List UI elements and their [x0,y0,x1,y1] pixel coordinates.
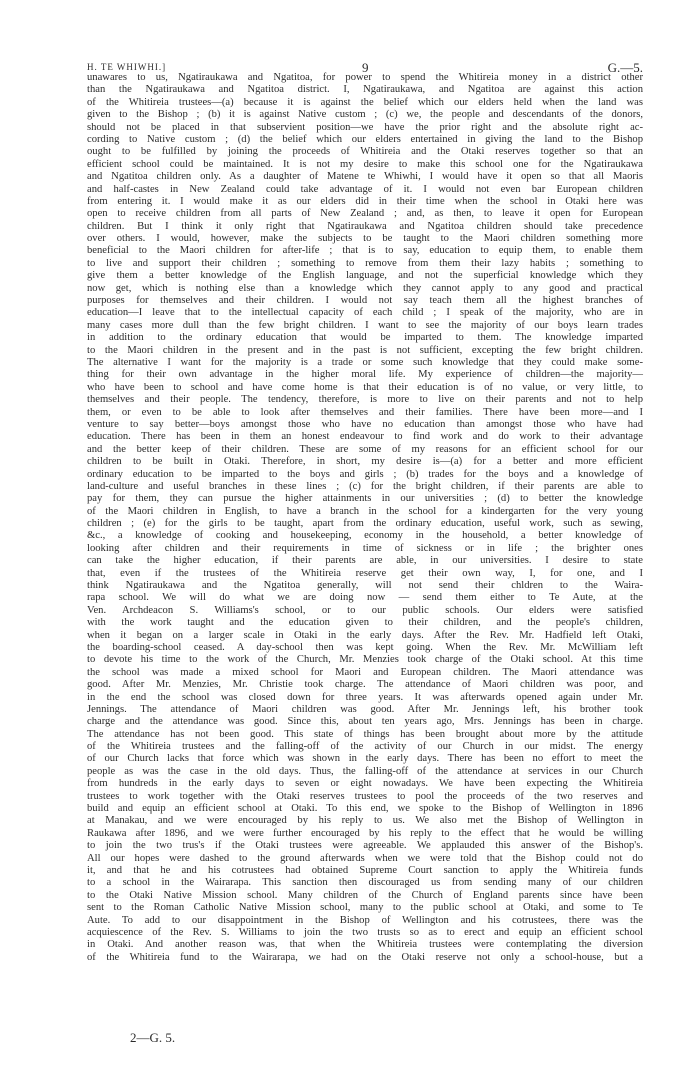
text-line: children. But I think it only right that Ngatiraukawa and Ngatitoa children should take precedence [87,220,643,232]
text-line: All our hopes were dashed to the ground afterwards when we were told that the Bishop could not do [87,852,643,864]
text-line: that, even if the trustees of the Whitireia reserve get their own way, I, for one, and I [87,567,643,579]
text-line: of the Whitireia fund to the Wairarapa, we had on the Otaki reserve not only a school-house, but a [87,951,643,963]
text-line: and Ngatitoa children only. As a daughter of Matene te Whiwhi, I would have it open so that all Maoris [87,171,643,183]
text-line: beneficial to the Maori children for after-life ; that is to say, education to equip them, to enable them [87,245,643,257]
document-reference: G.—5. [607,60,643,75]
text-line: children to be built in Otaki. Therefore, in short, my desire is—(a) for a better and more efficient [87,456,643,468]
text-line: purposes for themselves and their children. I would not say teach them all the highest branches of [87,295,643,307]
text-line: with the work taught and the education given to their children, and the people's children, [87,617,643,629]
text-line: The alternative I want for the majority is a trade or some such knowledge that they could make some- [87,356,643,368]
text-line: can take the higher education, if their parents are able, in our universities. I desire to state [87,555,643,567]
text-line: the boarding-school ceased. A day-school then was kept going. When the Rev. Mr. McWilliam left [87,641,643,653]
text-line: open to receive children from all parts of New Zealand ; and, as then, to leave it open for European [87,208,643,220]
text-line: and the better keep of their children. These are some of my reasons for an efficient school for our [87,443,643,455]
text-line: &c., a knowledge of cooking and housekeeping, economy in the household, a better knowledge of [87,530,643,542]
text-line: ought to be fulfilled by joining the proceeds of Whitireia and the Otaki reserves together so that an [87,146,643,158]
text-line: good. After Mr. Menzies, Mr. Christie took charge. The attendance of Maori children was poor, and [87,679,643,691]
text-line: trustees to work together with the Otaki reserves trustees to pool the proceeds of the two reserves and [87,790,643,802]
text-line: to the Otaki Native Mission school. Many children of the Church of England parents since have been [87,889,643,901]
text-line: to the Maori children in the present and in the past is not sufficient, excepting the few bright children. [87,344,643,356]
text-line: thing for their own advantage in the higher moral life. My experience of children—the majority— [87,369,643,381]
text-line: over others. I would, however, make the subjects to be taught to the Maori children something more [87,233,643,245]
text-line: and half-castes in New Zealand could take advantage of it. I would not even bar European children [87,183,643,195]
text-line: Raukawa after 1896, and we were further encouraged by his reply to the effect that he would be willing [87,827,643,839]
text-line: acquiescence of the Rev. S. Williams to join the two trusts so as to erect and equip an efficient school [87,926,643,938]
text-line: when it began on a larger scale in Otaki in the early days. After the Rev. Mr. Hadfield left Otaki, [87,629,643,641]
text-line: efficient school could be maintained. It is not my desire to make this school one for the Ngatiraukawa [87,158,643,170]
text-line: now get, which is nothing else than a knowledge which they cannot apply to any good and practical [87,282,643,294]
text-line: in the end the school was closed down for three years. It was afterwards opened again under Mr. [87,691,643,703]
text-line: of the Whitireia trustees—(a) because it is against the belief which our elders held when the land was [87,96,643,108]
text-line: education. There has been in them an honest endeavour to find work and do work to their advantage [87,431,643,443]
text-line: sent to the Roman Catholic Native Mission school, many to the public school at Otaki, and some to Te [87,902,643,914]
text-line: to live and support their children ; something to remove from them their lazy habits ; something to [87,257,643,269]
text-line: than the Ngatiraukawa and Ngatitoa district. I, Ngatiraukawa, and Ngatitoa are against this action [87,84,643,96]
text-line: children ; (e) for the girls to be taught, apart from the ordinary education, useful work, such as sewing, [87,518,643,530]
text-line: cording to Native custom ; (d) the belief which our elders entertained in giving the land to the Bishop [87,133,643,145]
text-line: in Otaki. And another reason was, that when the Whitireia trustees were contemplating the diversion [87,939,643,951]
text-line: looking after children and their requirements in time of sickness or in life ; the brighter ones [87,542,643,554]
text-line: Aute. To add to our disappointment in the Bishop of Wellington and his cotrustees, there was the [87,914,643,926]
text-line: education—I leave that to the intellectual capacity of each child ; I speak of the majority, who are in [87,307,643,319]
text-line: venture to say better—boys amongst those who have no education than amongst those who have had [87,418,643,430]
text-line: in addition to the ordinary education that would be imparted to them. The knowledge imparted [87,332,643,344]
text-line: of the Maori children in English, to have a branch in the school for a kindergarten for the very young [87,505,643,517]
text-line: at Manakau, and we were encouraged by his reply to us. We also met the Bishop of Wellington in [87,815,643,827]
text-line: charge and the attendance was good. Since this, about ten years ago, Mrs. Jennings has been in charge. [87,716,643,728]
text-line: should not be placed in that subservient position—we have the prior right and the absolute right ac- [87,121,643,133]
text-line: to join the two trus's if the Otaki trustees were agreeable. We applauded this answer of the Bishop's. [87,840,643,852]
text-line: from hundreds in the early days to seven or eight nowadays. We have been expecting the Whitireia [87,778,643,790]
text-line: land-culture and useful branches in these lines ; (c) for the bright children, if their parents are able to [87,480,643,492]
text-line: of our Church lacks that force which was shown in the early days. There has been no effort to meet the [87,753,643,765]
text-line: pay for them, they can pursue the higher attainments in our universities ; (d) to better the knowledge [87,493,643,505]
text-line: Jennings. The attendance of Maori children was good. After Mr. Jennings left, his brother took [87,703,643,715]
text-line: from entering it. I would make it as our elders did in their time when the school in Otaki here was [87,195,643,207]
text-line: ordinary education to be imparted to the boys and girls ; (b) trades for the boys and a knowledge of [87,468,643,480]
text-line: think Ngatiraukawa and the Ngatitoa generally, will not send their chldren to the Waira- [87,580,643,592]
body-text [87,72,643,964]
text-line: unawares to us, Ngatiraukawa and Ngatitoa, for power to spend the Whitireia money in a district other [87,72,643,83]
text-line: Ven. Archdeacon S. Williams's school, or to our public schools. Our elders were satisfied [87,604,643,616]
text-line: build and equip an efficient school at Otaki. To this end, we spoke to the Bishop of Wellington in 1896 [87,803,643,815]
text-line: it, and that he and his cotrustees had obtained Supreme Court sanction to apply the Whitireia funds [87,865,643,876]
text-line: them, or even to be able to look after themselves and their families. There have been more—and I [87,406,643,418]
text-line: The attendance has not been good. This state of things has been brought about more by the attitude [87,728,643,740]
text-line: people as was the case in the old days. Thus, the falling-off of the attendance at services in our Church [87,765,643,777]
text-line: many cases more dull than the few bright children. I want to see the majority of our boys learn trades [87,319,643,331]
text-line: who have been to school and have come home is that their education is of no value, or very little, to [87,381,643,393]
text-line: rapa school. We will do what we are doing now — send them either to Te Aute, at the [87,592,643,604]
text-line: themselves and their people. The tendency, therefore, is more to live on their parents and not to help [87,394,643,406]
text-line: of the Whitireia trustees and the falling-off of the activity of our Church in our midst. The energy [87,741,643,753]
running-header-author: H. TE WHIWHI.] [87,62,167,72]
text-line: to a school in the Wairarapa. This sanction then discouraged us from sending many of our children [87,877,643,889]
text-line: given to the Bishop ; (b) it is against Native custom ; (c) we, the people and descendants of the donors, [87,109,643,121]
page-number: 9 [362,60,369,75]
signature-mark: 2—G. 5. [130,1030,176,1045]
text-line: to devote his time to the work of the Church, Mr. Menzies took charge of the Otaki school. At this time [87,654,643,666]
text-line: give them a better knowledge of the English language, and not the superficial knowledge which they [87,270,643,282]
text-line: the school was made a mixed school for Maori and European children. The Maori attendance was [87,666,643,678]
